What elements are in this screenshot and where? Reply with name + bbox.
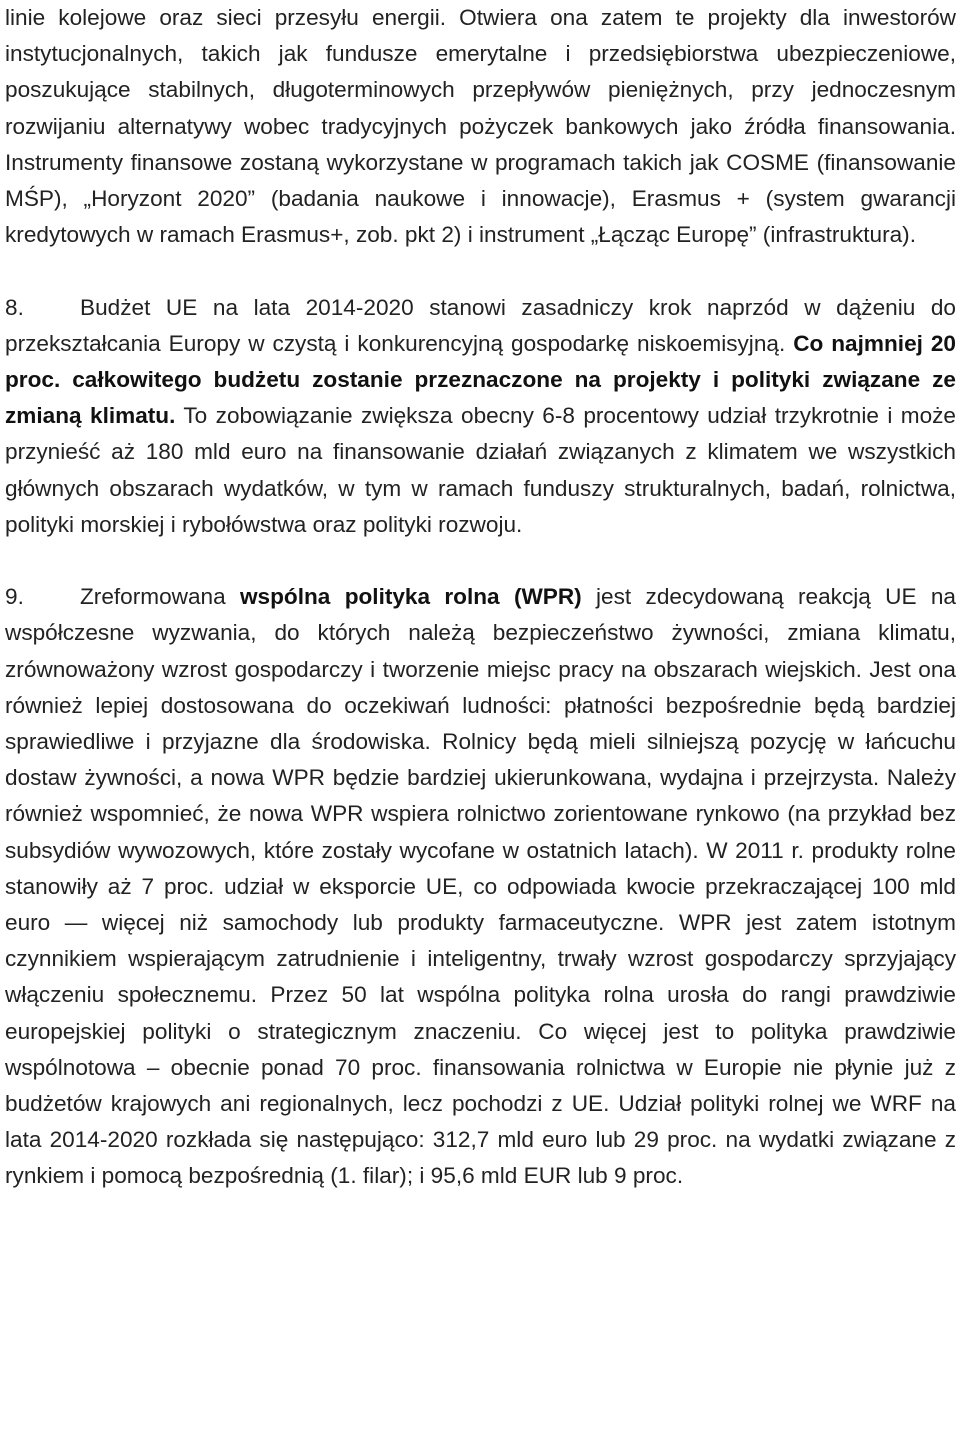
- paragraph-spacer: [5, 253, 956, 289]
- paragraph-7-continued: linie kolejowe oraz sieci przesyłu energii. Otwiera ona zatem te projekty dla inwestorów instytucjonalnych, takich jak fundusze emerytalne i przedsiębiorstwa ubezpieczeniowe, poszukujące stabilnych, długoterminowych przepływów pieniężnych, przy jednoczesnym rozwijaniu alternatywy wobec tradycyjnych pożyczek bankowych jako źródła finansowania. Instrumenty finansowe zostaną wykorzystane w programach takich jak COSME (finansowanie MŚP), „Horyzont 2020” (badania naukowe i innowacje), Erasmus + (system gwarancji kredytowych w ramach Erasmus+, zob. pkt 2) i instrument „Łącząc Europę” (infrastruktura).: [5, 5, 956, 248]
- paragraph-text: jest zdecydowaną reakcją UE na współczesne wyzwania, do których należą bezpieczeństwo żywności, zmiana klimatu, zrównoważony wzrost gospodarczy i tworzenie miejsc pracy na obszarach wiejskich. Jest ona również lepiej dostosowana do oczekiwań ludności: płatności bezpośrednie będą bardziej sprawiedliwe i przyjazne dla środowiska. Rolnicy będą mieli silniejszą pozycję w łańcuchu dostaw żywności, a nowa WPR będzie bardziej ukierunkowana, wydajna i przejrzysta. Należy również wspomnieć, że nowa WPR wspiera rolnictwo zorientowane rynkowo (na przykład bez subsydiów wywozowych, które zostały wycofane w ostatnich latach). W 2011 r. produkty rolne stanowiły aż 7 proc. udział w eksporcie UE, co odpowiada kwocie przekraczającej 100 mld euro — więcej niż samochody lub produkty farmaceutyczne. WPR jest zatem istotnym czynnikiem wspierającym zatrudnienie i inteligentny, trwały wzrost gospodarczy sprzyjający włączeniu społecznemu. Przez 50 lat wspólna polityka rolna urosła do rangi prawdziwie europejskiej polityki o strategicznym znaczeniu. Co więcej jest to polityka prawdziwie wspólnotowa – obecnie ponad 70 proc. finansowania rolnictwa w Europie nie płynie już z budżetów krajowych ani regionalnych, lecz pochodzi z UE. Udział polityki rolnej we WRF na lata 2014-2020 rozkłada się następująco: 312,7 mld euro lub 29 proc. na wydatki związane z rynkiem i pomocą bezpośrednią (1. filar); i 95,6 mld EUR lub 9 proc.: [5, 584, 956, 1189]
- paragraph-number: 8.: [5, 294, 24, 320]
- paragraph-bold-text: Co najmniej 20 proc. całkowitego budżetu zostanie przeznaczone na projekty i polityki związane ze zmianą klimatu.: [5, 330, 956, 429]
- paragraph-9: [5, 579, 956, 1194]
- document-page: [5, 0, 956, 1195]
- paragraph-text: To zobowiązanie zwiększa obecny 6-8 procentowy udział trzykrotnie i może przynieść aż 180 mld euro na finansowanie działań związanych z klimatem we wszystkich głównych obszarach wydatków, w tym w ramach funduszy strukturalnych, badań, rolnictwa, polityki morskiej i rybołówstwa oraz polityki rozwoju.: [5, 403, 956, 537]
- paragraph-8: [5, 290, 956, 543]
- paragraph-bold-text: wspólna polityka rolna (WPR): [239, 584, 582, 610]
- paragraph-number: 9.: [5, 584, 24, 610]
- paragraph-text: Budżet UE na lata 2014-2020 stanowi zasadniczy krok naprzód w dążeniu do przekształcania Europy w czystą i konkurencyjną gospodarkę niskoemisyjną.: [5, 294, 956, 356]
- paragraph-spacer: [5, 543, 956, 579]
- paragraph-text: Zreformowana: [80, 584, 240, 610]
